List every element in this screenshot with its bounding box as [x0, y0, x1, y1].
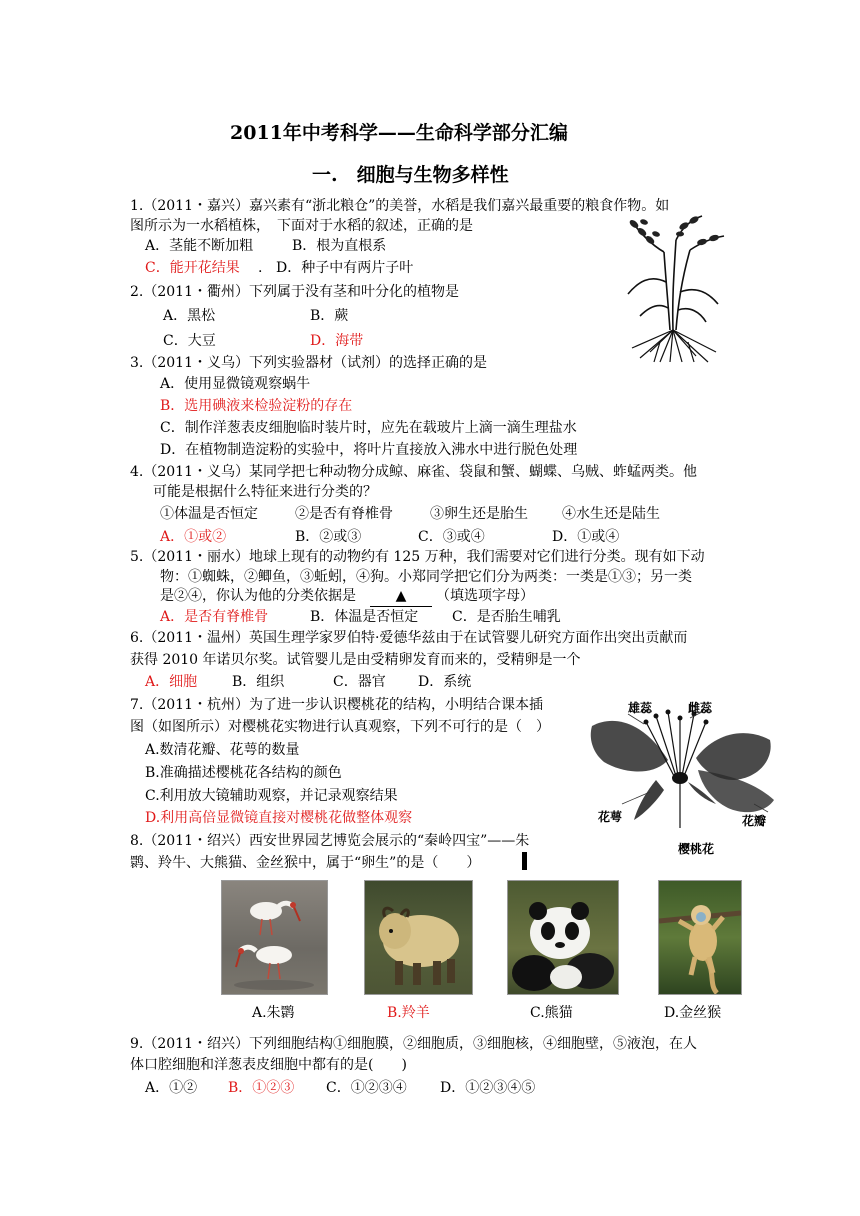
q2-stem: 2.（2011・衢州）下列属于没有茎和叶分化的植物是: [130, 284, 459, 300]
rice-plant-illustration: [620, 212, 732, 364]
q2-option-d-answer: D．海带: [310, 333, 364, 349]
flower-label-petal: 花瓣: [742, 814, 767, 828]
q9-option-d: D．①②③④⑤: [440, 1080, 536, 1096]
q1-mark: .: [258, 260, 263, 276]
golden-monkey-photo: [658, 880, 742, 995]
q1-option-a: A．茎能不断加粗: [145, 238, 254, 254]
q6-option-a-answer: A．细胞: [145, 674, 198, 690]
q4-line2: 可能是根据什么特征来进行分类的？: [153, 484, 377, 500]
q6-option-d: D．系统: [418, 674, 472, 690]
q6-option-b: B．组织: [232, 674, 285, 690]
q6-line2: 获得 2010 年诺贝尔奖。试管婴儿是由受精卵发育而来的，受精卵是一个: [130, 652, 581, 668]
q4-feature-4: ④水生还是陆生: [562, 506, 660, 522]
q7-option-d-answer: D.利用高倍显微镜直接对樱桃花做整体观察: [145, 810, 413, 826]
q5-line1: 5.（2011・丽水）地球上现有的动物约有 125 万种，我们需要对它们进行分类。现有如下动: [130, 549, 705, 565]
q9-line1: 9.（2011・绍兴）下列细胞结构①细胞膜，②细胞质，③细胞核，④细胞壁，⑤液泡，在人: [130, 1036, 697, 1052]
q5-line2: 物：①蜘蛛，②鲫鱼，③蚯蚓，④狗。小郑同学把它们分为两类：一类是①③；另一类: [160, 569, 692, 585]
q5-answer-blank: ▲: [370, 586, 432, 607]
panda-photo: [507, 880, 619, 995]
q6-line1: 6.（2011・温州）英国生理学家罗伯特·爱德华兹由于在试管婴儿研究方面作出突出贡献而: [130, 630, 688, 646]
q8-option-c: C.熊猫: [530, 1005, 573, 1021]
q5-option-c: C．是否胎生哺乳: [452, 609, 561, 625]
q4-feature-1: ①体温是否恒定: [160, 506, 258, 522]
q4-option-b: B．②或③: [295, 529, 362, 545]
q2-option-b: B．蕨: [310, 308, 349, 324]
q5-line3: 是②④，你认为他的分类依据是: [160, 588, 356, 604]
q3-option-d: D．在植物制造淀粉的实验中，将叶片直接放入沸水中进行脱色处理: [160, 442, 578, 458]
q9-option-a: A．①②: [145, 1080, 198, 1096]
q8-option-a: A.朱鹮: [252, 1005, 295, 1021]
q4-feature-3: ③卵生还是胎生: [430, 506, 528, 522]
flower-label-pistil: 雌蕊: [688, 701, 713, 715]
q1-option-d: D．种子中有两片子叶: [276, 260, 414, 276]
q3-option-a: A．使用显微镜观察蜗牛: [160, 376, 311, 392]
q1-option-b: B．根为直根系: [292, 238, 387, 254]
cherry-flower-illustration: [584, 696, 780, 858]
q3-stem: 3.（2011・义乌）下列实验器材（试剂）的选择正确的是: [130, 355, 487, 371]
q5-line3-suffix: （填选项字母）: [436, 588, 534, 604]
takin-photo: [364, 880, 473, 995]
q9-line2: 体口腔细胞和洋葱表皮细胞中都有的是( ): [130, 1057, 407, 1073]
q4-option-d: D．①或④: [552, 529, 620, 545]
page-title: 2011年中考科学——生命科学部分汇编: [230, 122, 568, 144]
q9-option-b-answer: B．①②③: [228, 1080, 295, 1096]
q6-option-c: C．器官: [333, 674, 386, 690]
q4-feature-2: ②是否有脊椎骨: [295, 506, 393, 522]
q8-option-b-answer: B.羚羊: [387, 1005, 430, 1021]
q5-option-a-answer: A．是否有脊椎骨: [160, 609, 269, 625]
q9-option-c: C．①②③④: [326, 1080, 407, 1096]
flower-label-sepal: 花萼: [598, 810, 623, 824]
flower-label-stamen: 雄蕊: [628, 701, 653, 715]
q2-option-c: C．大豆: [163, 333, 216, 349]
text-cursor-mark: [522, 852, 527, 870]
q5-option-b: B．体温是否恒定: [310, 609, 419, 625]
flower-caption: 樱桃花: [678, 842, 715, 856]
section-title: 一. 细胞与生物多样性: [312, 164, 509, 186]
q4-option-a-answer: A．①或②: [160, 529, 227, 545]
q1-line2: 图所示为一水稻植株， 下面对于水稻的叙述，正确的是: [130, 218, 473, 234]
q8-line2: 鹮、羚牛、大熊猫、金丝猴中，属于“卵生”的是（ ）: [130, 855, 481, 871]
q8-line1: 8.（2011・绍兴）西安世界园艺博览会展示的“秦岭四宝”——朱: [130, 833, 530, 849]
ibis-photo: [221, 880, 328, 995]
q3-option-b-answer: B．选用碘液来检验淀粉的存在: [160, 398, 353, 414]
q4-line1: 4.（2011・义乌）某同学把七种动物分成鲸、麻雀、袋鼠和蟹、蝴蝶、乌贼、蚱蜢两类。他: [130, 464, 697, 480]
q7-line2: 图（如图所示）对樱桃花实物进行认真观察，下列不可行的是（ ）: [130, 719, 550, 735]
q1-line1: 1.（2011・嘉兴）嘉兴素有“浙北粮仓”的美誉，水稻是我们嘉兴最重要的粮食作物。如: [130, 198, 670, 214]
q8-option-d: D.金丝猴: [664, 1005, 722, 1021]
q4-option-c: C．③或④: [418, 529, 485, 545]
q1-option-c-answer: C．能开花结果: [145, 260, 240, 276]
q7-option-a: A.数清花瓣、花萼的数量: [145, 742, 300, 758]
q7-option-b: B.准确描述樱桃花各结构的颜色: [145, 765, 342, 781]
q7-line1: 7.（2011・杭州）为了进一步认识樱桃花的结构，小明结合课本插: [130, 697, 543, 713]
q2-option-a: A．黑松: [163, 308, 216, 324]
q3-option-c: C．制作洋葱表皮细胞临时装片时，应先在载玻片上滴一滴生理盐水: [160, 420, 577, 436]
q7-option-c: C.利用放大镜辅助观察，并记录观察结果: [145, 788, 398, 804]
